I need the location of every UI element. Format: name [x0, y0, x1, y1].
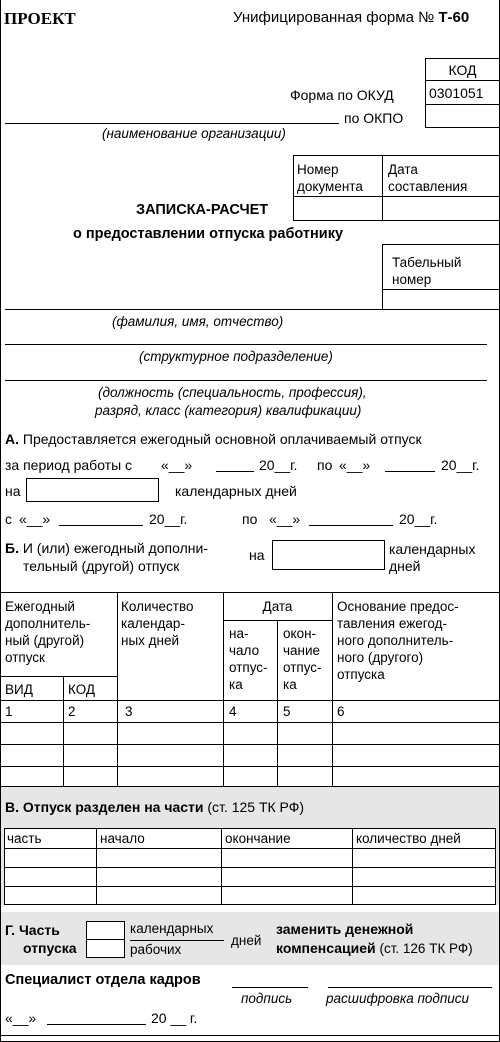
work-days-option[interactable]: рабочих [130, 942, 182, 957]
fio-caption: (фамилия, имя, отчество) [112, 314, 284, 329]
section-v-title: В. Отпуск разделен на части (ст. 125 ТК РФ) [5, 799, 305, 815]
replace-line2: компенсацией (ст. 126 ТК РФ) [276, 940, 473, 956]
col-num: 4 [229, 704, 237, 719]
form-prefix: Унифицированная форма № [233, 9, 435, 26]
col-date: Дата [262, 599, 293, 614]
form-name [233, 10, 469, 25]
footer-date-year: 20 __ г. [151, 1010, 198, 1026]
days-word: дней [231, 933, 262, 948]
col-basis: Основание предос- тавления ежегод- ного дополнитель- ного (другого) отпуска [337, 599, 459, 682]
col-start: на- чало отпус- ка [229, 626, 268, 692]
doc-date-label: Дата составления [388, 162, 468, 194]
leave-table [1, 592, 500, 593]
org-name-line[interactable] [5, 123, 339, 124]
okud-label: Форма по ОКУД [290, 87, 394, 103]
col-end: окон- чание отпус- ка [283, 626, 322, 692]
col-vid: ВИД [5, 682, 33, 697]
col-part-start: начало [100, 831, 145, 846]
org-caption: (наименование организации) [102, 126, 286, 141]
leave-from-date[interactable] [59, 525, 143, 526]
section-a-days-input[interactable] [26, 478, 159, 502]
replace-line1: заменить денежной [276, 921, 414, 937]
signature-line[interactable] [232, 987, 308, 988]
col-num: 5 [283, 704, 291, 719]
signature-decode-line[interactable] [328, 987, 492, 988]
fio-line[interactable] [5, 309, 383, 310]
col-kod: КОД [68, 682, 96, 697]
dept-caption: (структурное подразделение) [139, 349, 333, 364]
footer-date-month[interactable] [47, 1024, 146, 1025]
col-part-days: количество дней [356, 831, 461, 846]
tab-number-label: Табельный номер [392, 255, 462, 287]
leave-to-date[interactable] [309, 525, 393, 526]
dept-line[interactable] [5, 344, 487, 345]
doc-title: ЗАПИСКА-РАСЧЕТ [136, 202, 269, 218]
section-g-title2: отпуска [23, 940, 77, 956]
okud-value: 0301051 [429, 85, 484, 101]
footer-date-quote: «__» [5, 1010, 37, 1026]
col-num: 2 [68, 704, 76, 719]
okpo-label: по ОКПО [344, 110, 404, 126]
col-num: 6 [337, 704, 345, 719]
draft-label: ПРОЕКТ [4, 9, 76, 28]
col-days-qty: Количество календар- ных дней [121, 599, 194, 648]
position-line[interactable] [5, 380, 487, 381]
col-num: 3 [125, 704, 133, 719]
form-number: Т-60 [438, 9, 470, 26]
doc-subtitle: о предоставлении отпуска работнику [73, 226, 344, 242]
period-to-month[interactable] [385, 471, 435, 472]
sign-caption: подпись [241, 991, 293, 1006]
col-part: часть [7, 831, 42, 846]
period-label: за период работы с [5, 457, 133, 473]
section-g-title1: Г. Часть [5, 922, 60, 938]
kod-label: КОД [448, 62, 477, 78]
section-b-line2: тельный (другой) отпуск [23, 558, 180, 574]
col-part-end: окончание [225, 831, 291, 846]
position-caption-1: (должность (специальность, профессия), [98, 385, 367, 400]
calendar-days-option[interactable]: календарных [130, 921, 214, 936]
col-leave-type: Ежегодный дополнитель- ный (другой) отпуск [5, 599, 91, 665]
specialist-label: Специалист отдела кадров [5, 972, 201, 988]
doc-number-label: Номер документа [297, 162, 363, 194]
section-b-days-input[interactable] [272, 540, 385, 570]
period-from-month[interactable] [216, 471, 254, 472]
form-t60: ПРОЕКТ Унифицированная форма № Т-60 КОД 0301051 Форма по ОКУД по ОКПО (наименование организации) Номер документа Дата составления ЗАПИСКА-РАСЧЕТ о предоставлении отпуска работнику Табельный номер (фамилия, имя, отчество) (структурное подразделение) (должность (специальность, профессия), разряд, класс (категория) квалификации) А. Предоставляется ежегодный основной оплачиваемый отпуск за период работы с «__» 20__г. по «__» 20__г. на календарных дней с «__» 20__г. по «__» 20__г. Б. И (или) ежегодный дополни- тельный (другой) отпуск на календарных дней Ежегодный дополнитель- ный (другой) отпуск Количество календар- ных дней Дата на- чало отпус- ка окон- чание отпус- ка Основание предос- тавления ежегод- ного дополнитель- ного (другого) отпуска ВИД КОД 1 2 3 4 5 6 В. Отпуск разделен на части (ст. 125 ТК РФ) часть начало окончание количество дней Г. Часть отпуска календарных рабочих дней заменить денежной компенсацией (ст. 126 ТК РФ) Специалист отдела кадров подпись расшифровка подписи «__» 20 __ г. [0, 0, 500, 1042]
decode-caption: расшифровка подписи [326, 991, 470, 1006]
col-num: 1 [5, 704, 13, 719]
section-b-line1: Б. И (или) ежегодный дополни- [5, 540, 208, 556]
position-caption-2: разряд, класс (категория) квалификации) [95, 403, 362, 418]
section-a-line1: А. Предоставляется ежегодный основной оплачиваемый отпуск [5, 431, 422, 447]
